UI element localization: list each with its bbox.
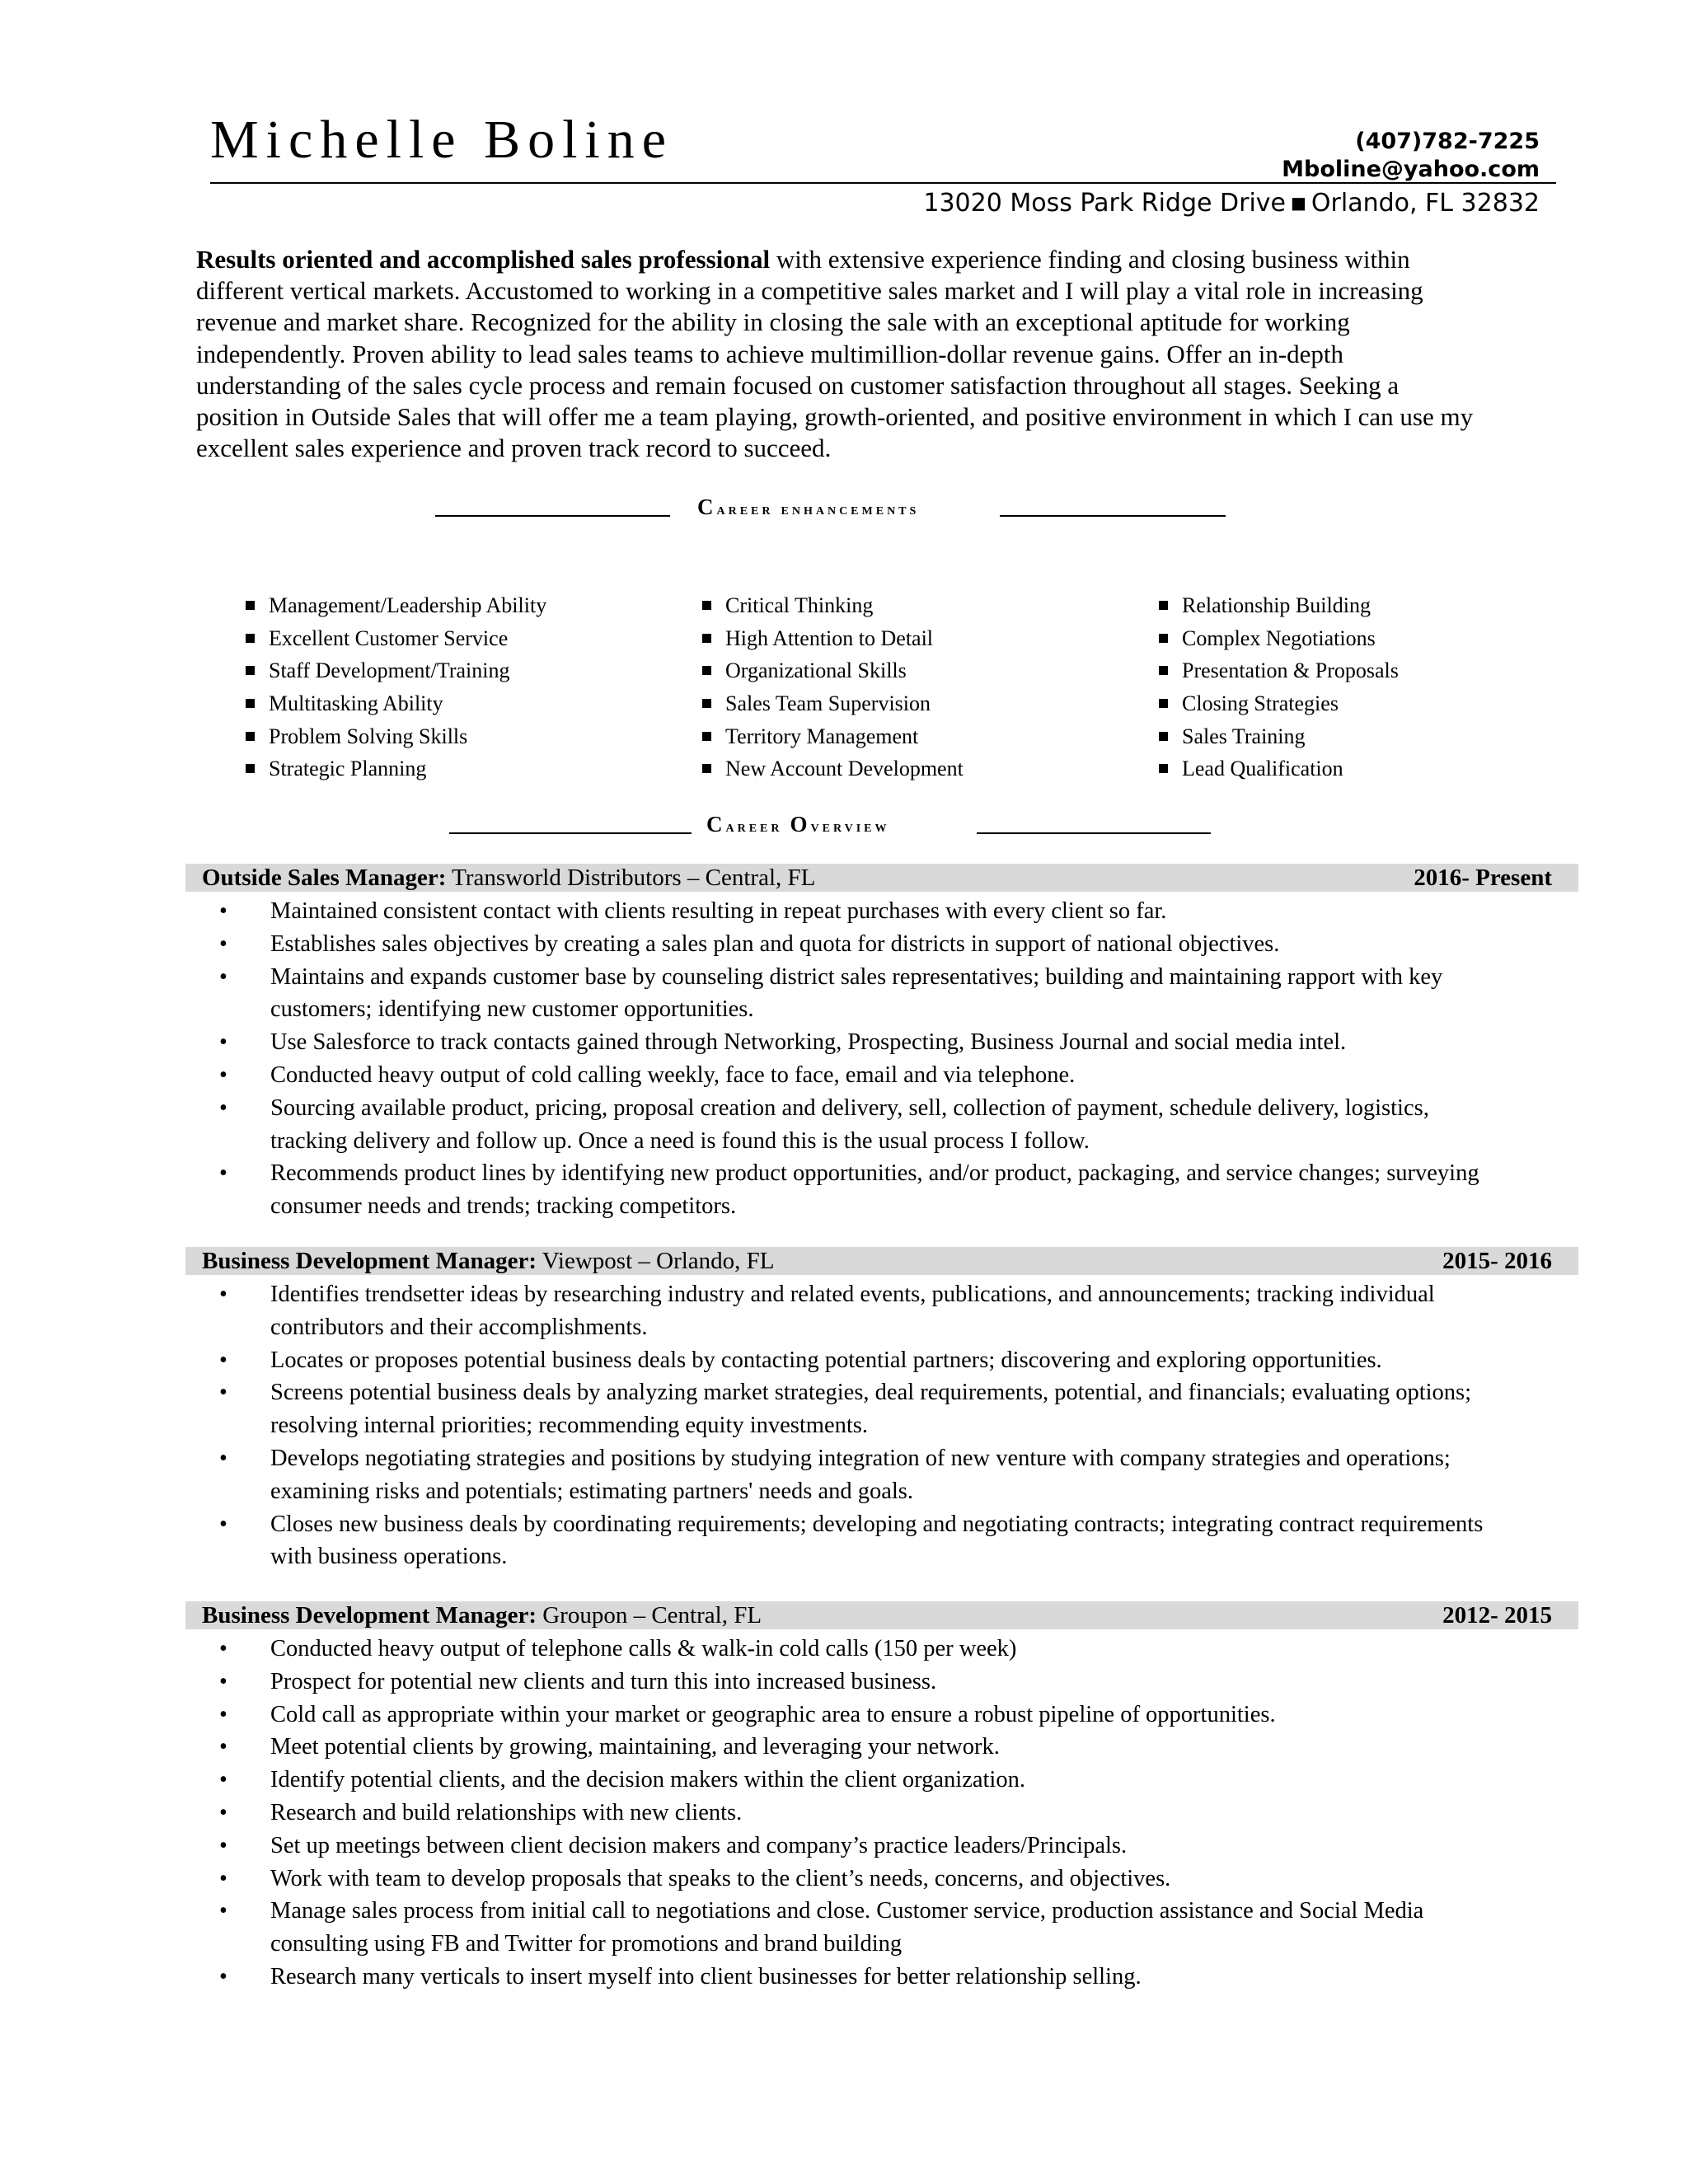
skill-item: Staff Development/Training (246, 657, 546, 690)
job-title (202, 864, 815, 892)
list-item: • Locates or proposes potential business deals by contacting potential partners; discovering and exploring opportunities. (213, 1344, 1498, 1377)
list-item: • Prospect for potential new clients and turn this into increased business. (213, 1666, 1498, 1699)
skill-item: Lead Qualification (1159, 755, 1399, 788)
section-title-rest: verview (810, 818, 890, 836)
heading-rule-left (449, 832, 692, 834)
list-item: • Screens potential business deals by analyzing market strategies, deal requirements, potential, and financials; evaluating options; resolving internal priorities; recommending equity investments. (213, 1376, 1498, 1442)
list-item: • Identify potential clients, and the decision makers within the client organization. (213, 1764, 1498, 1797)
list-item: • Establishes sales objectives by creating a sales plan and quota for districts in support of national objectives. (213, 928, 1498, 961)
list-item: • Work with team to develop proposals that speaks to the client’s needs, concerns, and objectives. (213, 1863, 1498, 1896)
list-item: • Conducted heavy output of cold calling weekly, face to face, email and via telephone. (213, 1059, 1498, 1092)
skill-item: Management/Leadership Ability (246, 592, 546, 625)
skills-column-3 (1159, 592, 1399, 788)
list-item: • Recommends product lines by identifying new product opportunities, and/or product, packaging, and service changes; surveying consumer needs and trends; tracking competitors. (213, 1157, 1498, 1223)
skill-item: Complex Negotiations (1159, 625, 1399, 658)
skill-item: Sales Team Supervision (702, 690, 964, 723)
summary-text: with extensive experience finding and closing business within different vertical markets. Accustomed to working in a competitive sales market and I will play a vital role in increasing revenue and market share. Recognized for the ability in closing the sale with an exceptional aptitude for working independently. Proven ability to lead sales teams to achieve multimillion-dollar revenue gains. Offer an in-depth understanding of the sales cycle process and remain focused on customer satisfaction throughout all stages. Seeking a position in Outside Sales that will offer me a team playing, growth-oriented, and positive environment in which I can use my excellent sales experience and proven track record to succeed. (196, 245, 1474, 463)
list-item: • Closes new business deals by coordinating requirements; developing and negotiating contracts; integrating contract requirements with business operations. (213, 1508, 1498, 1574)
candidate-name: Michelle Boline (210, 110, 674, 170)
list-item: • Research and build relationships with new clients. (213, 1797, 1498, 1830)
skill-item: Territory Management (702, 723, 964, 756)
section-title-rest: areer (725, 818, 790, 836)
skill-item: Sales Training (1159, 723, 1399, 756)
list-item: • Identifies trendsetter ideas by researching industry and related events, publications, and announcements; tracking individual contributors and their accomplishments. (213, 1278, 1498, 1344)
section-title-rest: areer enhancements (716, 500, 920, 518)
job-company: Transworld Distributors – Central, FL (446, 865, 816, 891)
career-overview-heading (0, 812, 1688, 845)
list-item: • Cold call as appropriate within your market or geographic area to ensure a robust pipeline of opportunities. (213, 1699, 1498, 1732)
job-bullets (213, 1278, 1498, 1573)
skill-item: Relationship Building (1159, 592, 1399, 625)
list-item: • Maintained consistent contact with clients resulting in repeat purchases with every client so far. (213, 895, 1498, 928)
job-dates: 2016- Present (1414, 865, 1552, 891)
list-item: • Research many verticals to insert myself into client businesses for better relationship selling. (213, 1961, 1498, 1994)
career-enhancements-heading (0, 494, 1688, 527)
skill-item: Closing Strategies (1159, 690, 1399, 723)
skill-item: Presentation & Proposals (1159, 657, 1399, 690)
skills-column-2 (702, 592, 964, 788)
job-title (202, 1247, 775, 1275)
email-address: Mboline@yahoo.com (1282, 157, 1540, 182)
skill-item: Excellent Customer Service (246, 625, 546, 658)
mailing-address (923, 186, 1540, 220)
job-company: Viewpost – Orlando, FL (536, 1248, 775, 1274)
list-item: • Sourcing available product, pricing, proposal creation and delivery, sell, collection of payment, schedule delivery, logistics, tracking delivery and follow up. Once a need is found this is the usual process I follow. (213, 1092, 1498, 1158)
skills-column-1 (246, 592, 546, 788)
skill-item: New Account Development (702, 755, 964, 788)
list-item: • Manage sales process from initial call to negotiations and close. Customer service, production assistance and Social Media consulting using FB and Twitter for promotions and brand building (213, 1895, 1498, 1961)
address-city: Orlando, FL 32832 (1311, 189, 1540, 218)
summary-lead: Results oriented and accomplished sales professional (196, 245, 771, 274)
job-title (202, 1601, 762, 1629)
phone-number: (407)782-7225 (1355, 129, 1540, 154)
address-street: 13020 Moss Park Ridge Drive (923, 189, 1286, 218)
heading-rule-right (977, 832, 1211, 834)
heading-rule-right (1000, 515, 1226, 517)
list-item: • Use Salesforce to track contacts gained through Networking, Prospecting, Business Journal and social media intel. (213, 1026, 1498, 1059)
section-title (697, 494, 919, 520)
skill-item: Critical Thinking (702, 592, 964, 625)
skill-item: Organizational Skills (702, 657, 964, 690)
professional-summary (196, 244, 1482, 464)
list-item: • Meet potential clients by growing, maintaining, and leveraging your network. (213, 1731, 1498, 1764)
job-bullets (213, 895, 1498, 1223)
job-role: Outside Sales Manager: (202, 865, 447, 891)
header-rule (210, 182, 1556, 184)
skill-item: Strategic Planning (246, 755, 546, 788)
heading-rule-left (435, 515, 670, 517)
section-title (706, 812, 890, 837)
list-item: • Develops negotiating strategies and positions by studying integration of new venture with company strategies and operations; examining risks and potentials; estimating partners' needs and goals. (213, 1442, 1498, 1508)
job-company: Groupon – Central, FL (536, 1602, 762, 1629)
list-item: • Maintains and expands customer base by counseling district sales representatives; building and maintaining rapport with key customers; identifying new customer opportunities. (213, 961, 1498, 1027)
job-dates: 2012- 2015 (1442, 1602, 1552, 1629)
skill-item: Problem Solving Skills (246, 723, 546, 756)
list-item: • Conducted heavy output of telephone calls & walk-in cold calls (150 per week) (213, 1633, 1498, 1666)
section-title-cap: O (790, 812, 811, 837)
list-item: • Set up meetings between client decision makers and company’s practice leaders/Principals. (213, 1830, 1498, 1863)
section-title-cap: C (706, 812, 726, 837)
job-bullets (213, 1633, 1498, 1994)
job-role: Business Development Manager: (202, 1602, 537, 1629)
skill-item: High Attention to Detail (702, 625, 964, 658)
job-role: Business Development Manager: (202, 1248, 537, 1274)
skill-item: Multitasking Ability (246, 690, 546, 723)
section-title-cap: C (697, 494, 717, 519)
job-dates: 2015- 2016 (1442, 1248, 1552, 1274)
address-separator-icon: ■ (1291, 193, 1306, 213)
